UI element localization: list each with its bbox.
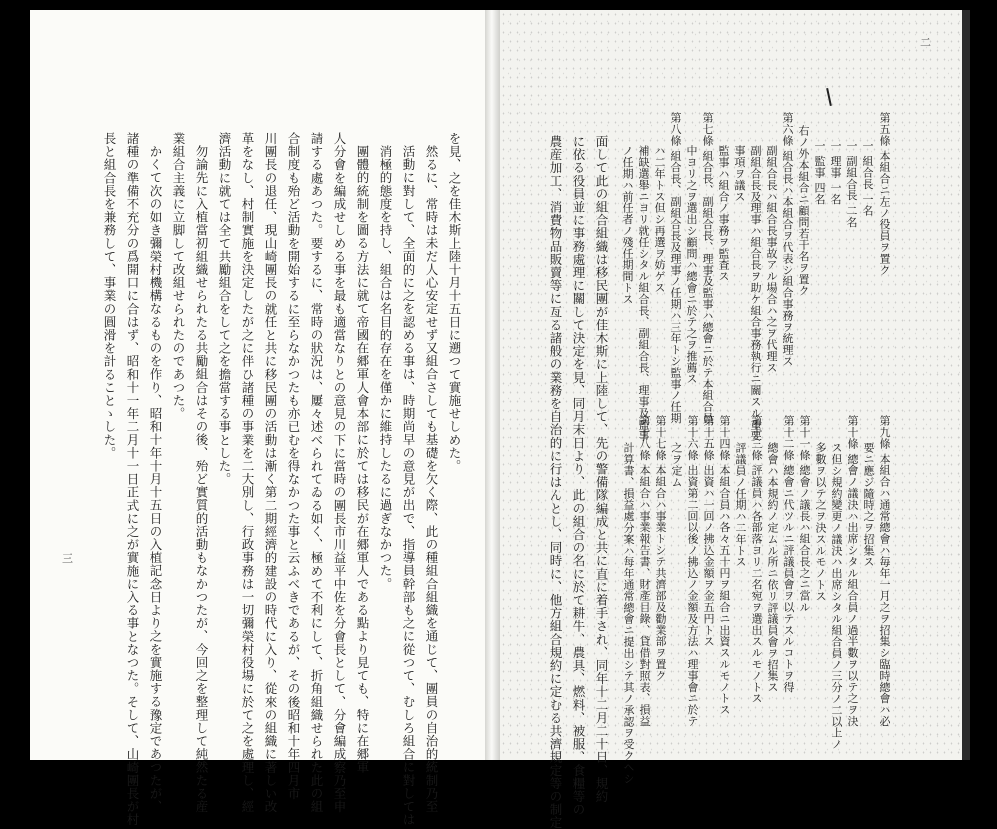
text-column: 濟活動に就ては全て共勵組合をして之を擔當する事とした。 [217, 132, 232, 486]
book-edge [962, 10, 970, 760]
text-column: 然るに、常時は未だ人心安定せず又組合さしても基礎を欠く際、此の種組合組織を通じて、團員の自治的統制乃至 [424, 145, 439, 814]
text-column: 第十七條 本組合ハ事業トシテ共濟部及勸業部ヲ置ク [654, 415, 667, 682]
text-column: 面して此の組合組織は移民團が佳木斯に上陸して、先の警備隊編成と共に直に着手され、同年十二月二十日、規約 [594, 135, 609, 804]
text-column: 第十八條 本組合ハ事業報告書、財產目錄、貸借對照表、損益 [638, 415, 651, 727]
text-column: 一 理事 一名 [829, 140, 842, 205]
text-column: ハ二年トス但シ再選ヲ妨ゲス [653, 145, 666, 294]
text-column: ノ任期ハ前任者ノ殘任期間トス [621, 145, 634, 305]
text-column: 請する處あつた。要するに、常時の狀況は、屢々述べられてゐる如く、極めて不利にして、折角組織せられた此の組 [309, 132, 324, 814]
text-column: 業組合主義に立脚して改組せられたのであつた。 [171, 132, 186, 421]
text-column: 第五條 本組合ニ左ノ役員ヲ置ク [878, 112, 891, 276]
text-column: 人分會を編成せしめる事を最も適當なりとの意見の下に當時の團長市川益平中佐を分會長として、分會編成察乃至申 [332, 132, 347, 814]
text-column: 右ノ外本組合ニ顧問若干名ヲ置ク [797, 125, 810, 296]
text-column: に依る役員並に事務處理に關して決定を見、同月末日より、此の組合の名に於て耕牛、農具、燃料、被服、食糧等の [571, 135, 586, 817]
text-column: 革をなし、村制實施を決定したが之に伴ひ諸種の事業を二大別し、行政事務は一切彌榮村役場に於て之を處理し、經 [240, 132, 255, 814]
text-column: 副組合長及理事ハ組合長ヲ助ケ組合事務執行ニ關スル重要 [749, 145, 762, 442]
text-column: 副組合長ハ組合長事故アル場合ハ之ヲ代理ス [765, 145, 778, 373]
text-column: 第十六條 出資第二回以後ノ拂込ノ金額及方法ハ理事會ニ於テ [686, 415, 699, 727]
left-page [30, 10, 485, 827]
text-column: 第十三條 評議員ハ各部落ヨリ二名宛ヲ選出スルモノトス [750, 415, 763, 704]
text-column: 要ニ應ジ隨時之ヲ招集ス [862, 442, 875, 568]
text-column: 補缺選舉ニヨリ就任シタル組合長、副組合長、理事及監事 [637, 145, 650, 442]
book-gutter [485, 10, 500, 760]
text-column: 活動に對して、全面的に之を認める事は、時期尚早の意見が出で、指導員幹部も之に從つて、むしろ組合に對しては [401, 145, 416, 827]
text-column: 之ヲ定ム [670, 442, 683, 488]
text-column: 第十四條 本組合員ハ各々五十円ヲ組合ニ出資スルモノトス [718, 415, 731, 716]
text-column: 第八條 組合長、副組合長及理事ノ任期ハ三年トシ監事ノ任期 [669, 112, 682, 424]
text-column: 第六條 組合長ハ本組合ヲ代表シ組合事務ヲ統理ス [781, 112, 794, 367]
text-column: 多數ヲ以テ之ヲ決スルモノトス [814, 442, 827, 602]
text-column: 第十五條 出資ハ一回ノ拂込金額ヲ金五円トス [702, 415, 715, 647]
text-column: 中ヨリ之ヲ選出シ顧問ハ總會ニ於テ之ヲ推薦ス [685, 145, 698, 385]
text-column: 農産加工、消費物品販賣等に亙る諸般の業務を自治的に行はんとし、同時に、他方組合規約に定むる共濟規定等の制定 [548, 135, 563, 829]
text-column: 一 監事 四名 [813, 140, 826, 205]
text-column: 計算書、損益處分案ハ每年通常總會ニ提出シテ其ノ承認ヲ受クヘシ [622, 442, 635, 784]
text-column: 勿論先に入植當初組織せられたる共勵組合はその後、殆ど實質的活動もなかつたが、今回之を整理して純然たる産 [194, 145, 209, 814]
text-column: ス但シ規約變更ノ議決ハ出席シタル組合員ノ三分ノ二以上ノ [830, 442, 843, 750]
pencil-mark [826, 88, 832, 106]
text-column: かくて次の如き彌榮村機構なるものを作り、昭和十年十月十五日の入植記念日より之を實施する豫定であつたが、 [148, 145, 163, 814]
text-column: 第十一條 總會ノ議長ハ組合長之ニ當ル [798, 415, 811, 613]
text-column: 川團長の退任、現山崎團長の就任と共に移民團の活動は漸く第二期經濟的建設の時代に入り、從來の組織に著しい改 [263, 132, 278, 814]
text-column: 第七條 組合長、副組合長、理事及監事ハ總會ニ於テ本組合員 [701, 112, 714, 424]
text-column: 評議員ノ任期ハ二年トス [734, 442, 747, 568]
paper-texture [500, 10, 962, 829]
text-column: 第九條 本組合ハ通常總會ハ毎年一月之ヲ招集シ臨時總會ハ必 [878, 415, 891, 727]
text-column: 一 副組合長 二名 [845, 140, 858, 228]
text-column: 一 組合長 一名 [861, 140, 874, 217]
text-column: 長と組合長を兼務して、事業の圓滑を計ることゝした。 [102, 132, 117, 460]
page-number: 二 [920, 36, 931, 49]
text-column: 團體的統制を圖る方法に就て帝國在郷軍人會本部に於ては移民が在郷軍人である點より見ても、特に在郷軍 [355, 145, 370, 774]
page-number: 三 [62, 552, 73, 565]
right-page [500, 10, 962, 829]
text-column: 事項ヲ議ス [733, 145, 746, 202]
text-column: 消極的態度を持し、組合は名目的存在を僅かに維持したるに過ぎなかつた。 [378, 145, 393, 591]
text-column: 監事ハ組合ノ事務ヲ監査ス [717, 145, 730, 282]
text-column: 第十條 總會ノ議決ハ出席シタル組合員ノ過半數ヲ以テ之ヲ決 [846, 415, 859, 727]
text-column: を見、之を佳木斯上陸十月十五日に遡つて實施せしめた。 [447, 132, 462, 473]
text-column: 諸種の準備不充分の爲開口に合はず、昭和十一年二月十一日正式に之が實施に入る事となつた。そして、山崎團長が村 [125, 132, 140, 827]
text-column: 第十二條 總會ニ代ツルニ評議員會ヲ以テスルコトヲ得 [782, 415, 795, 693]
text-column: 總會ハ本規約ノ定ムル所ニ依リ評議員會ヲ招集ス [766, 442, 779, 693]
text-column: 合制度も殆ど活動を開始するに至らなかつたも亦已むを得なかつた事と云ふべきであるが、その後昭和十年四月市 [286, 132, 301, 801]
